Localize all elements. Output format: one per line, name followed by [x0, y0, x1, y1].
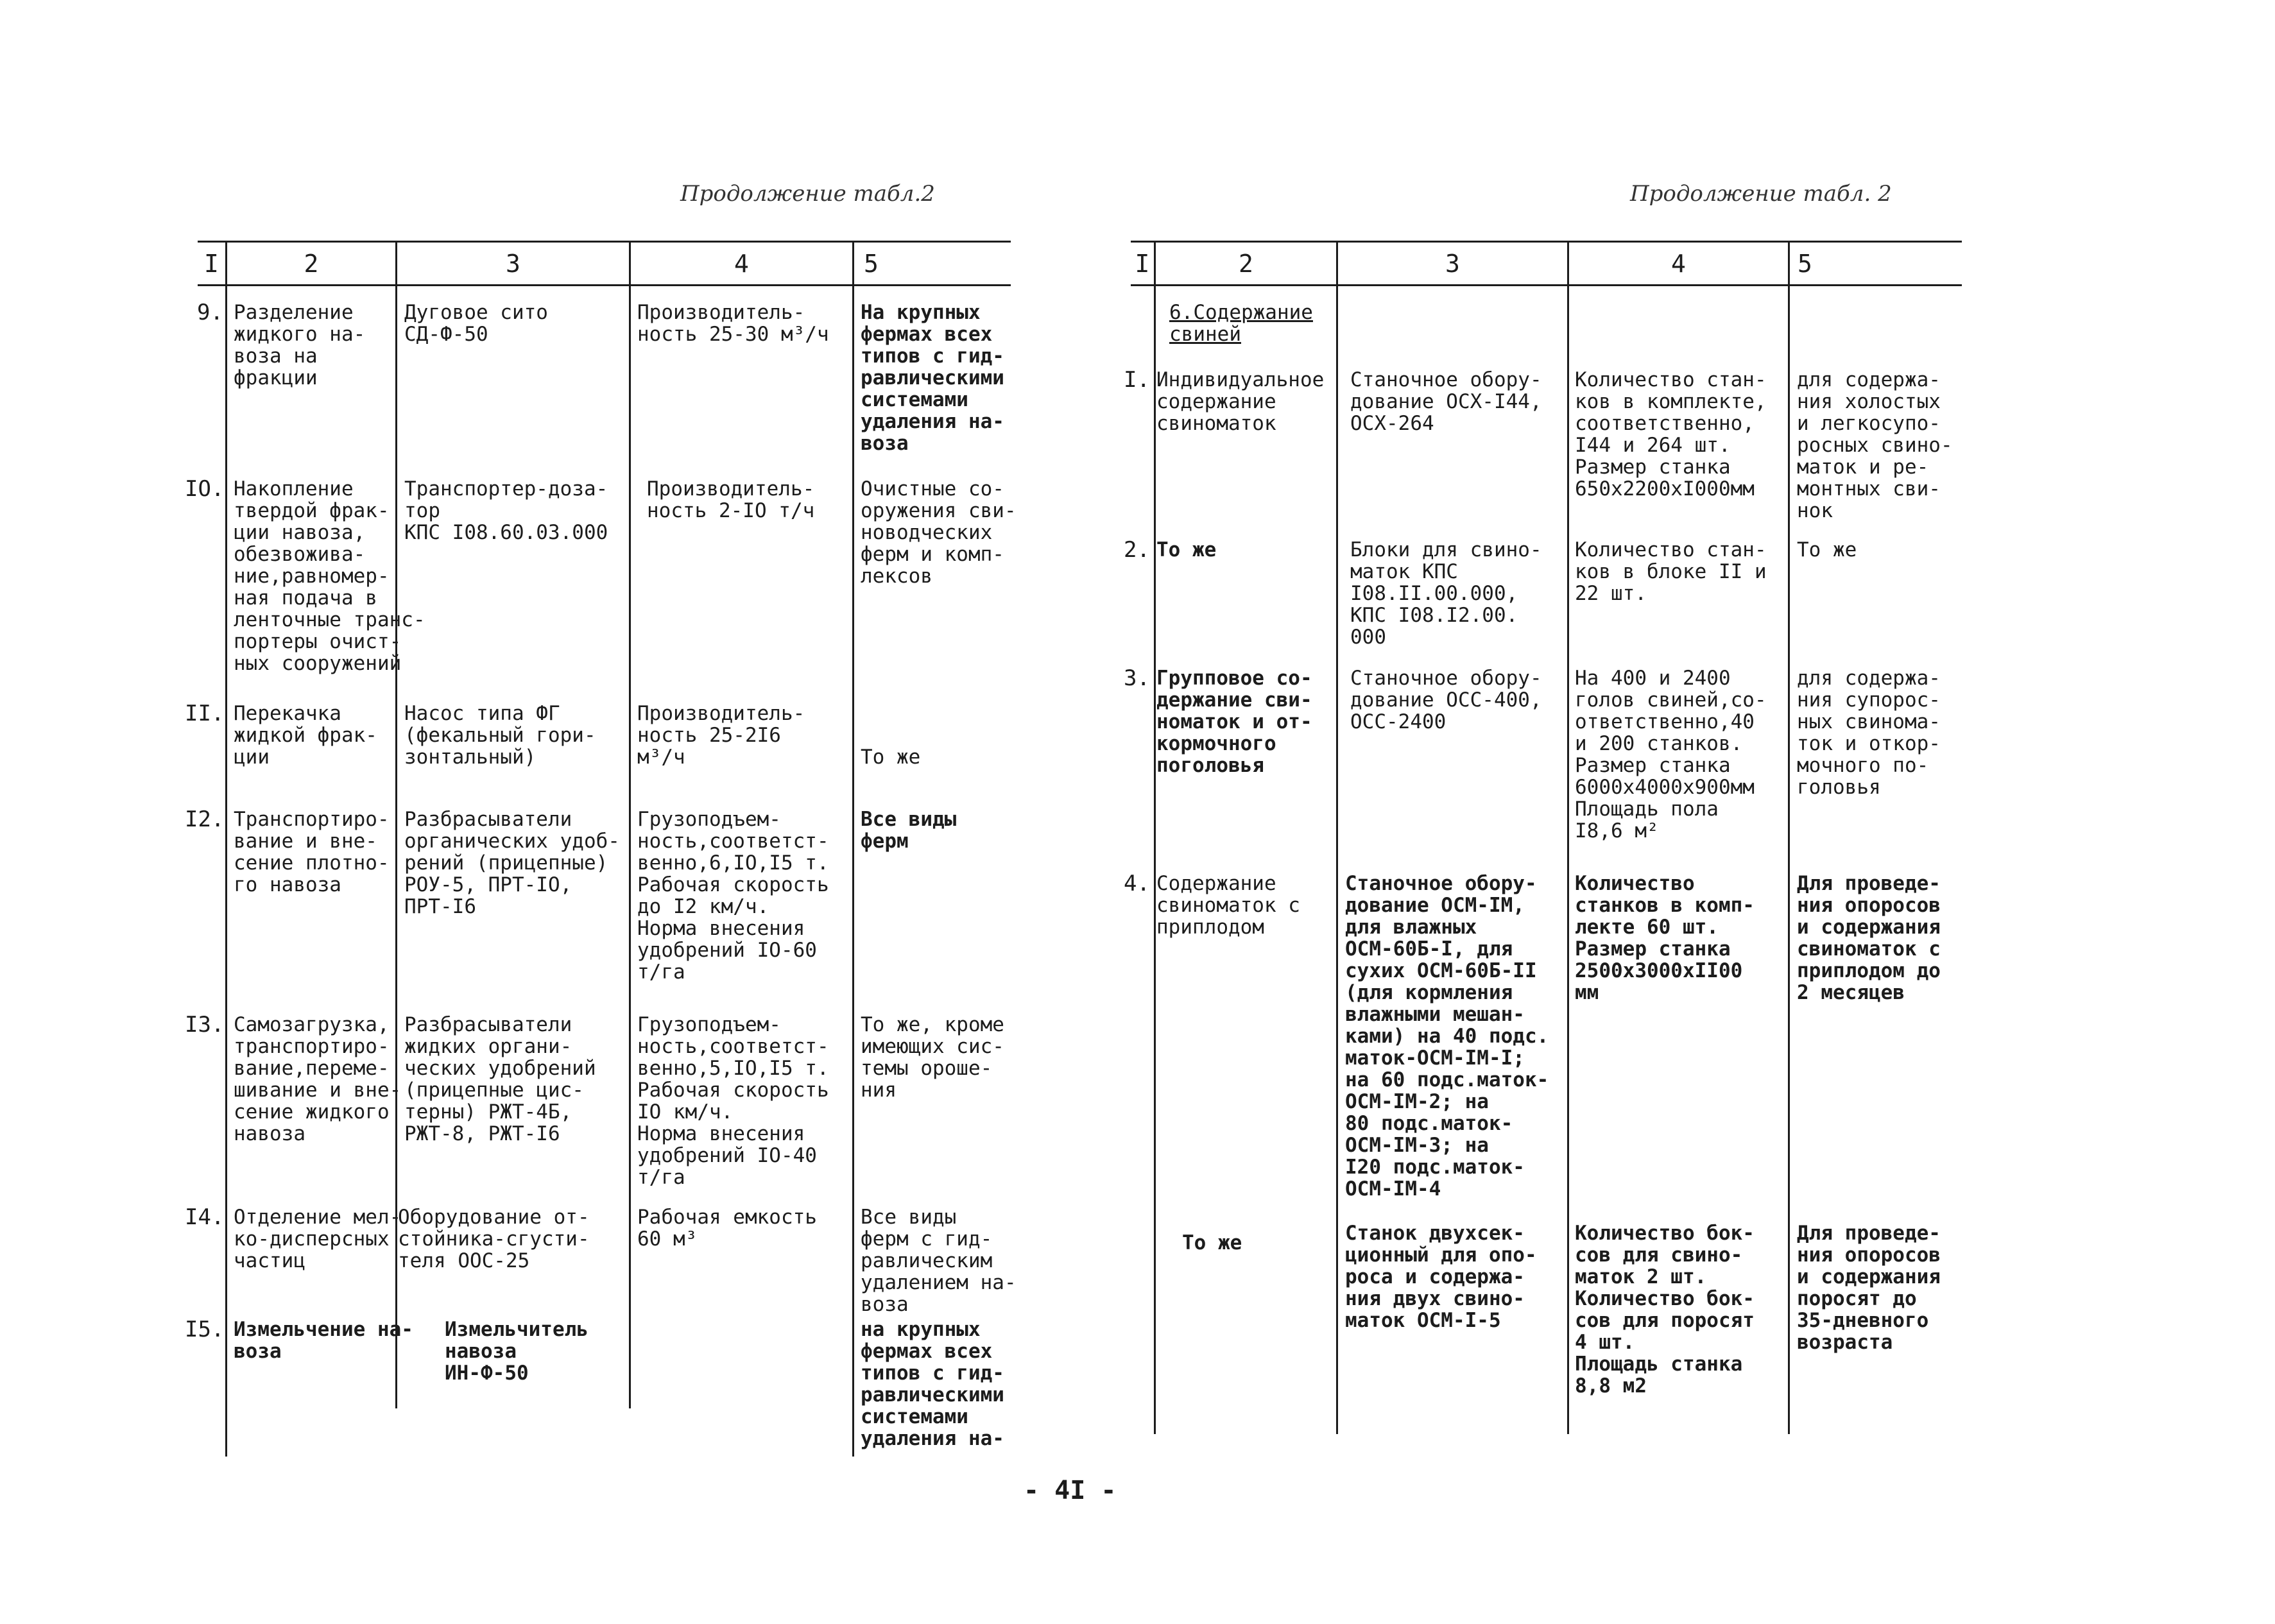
row-number: 4. [1124, 871, 1150, 896]
equipment-cell: Дуговое сито СД-Ф-50 [404, 301, 548, 346]
column-number-header: 4 [734, 250, 749, 278]
equipment-cell: Разбрасыватели жидких органи- ческих удобрений (прицепные цис- терны) РЖТ-4Б, РЖТ-8, РЖТ-I6 [404, 1013, 596, 1145]
application-cell: Все виды ферм [861, 808, 957, 853]
header-bottom-rule [198, 284, 1011, 286]
column-divider [225, 241, 227, 1457]
application-cell: Для проведе- ния опоросов и содержания свиноматок с приплодом до 2 месяцев [1797, 872, 1941, 1004]
row-number: 2. [1124, 537, 1150, 563]
column-number-header: I [1135, 250, 1150, 278]
operation-cell: Измельчение на- воза [234, 1318, 413, 1363]
application-cell: для содержа- ния холостых и легкосупо- росных свино- маток и ре- монтных сви- нок [1797, 368, 1953, 522]
left-continuation-header: Продолжение табл.2 [680, 181, 935, 207]
specification-cell: Производитель- ность 25-30 м³/ч [637, 301, 829, 346]
specification-cell: Грузоподъем- ность,соответст- венно,5,IO,I5 т. Рабочая скорость IO км/ч. Норма внесения удобрений IO-40 т/га [637, 1013, 829, 1189]
equipment-cell: Блоки для свино- маток КПС I08.II.00.000, КПС I08.I2.00. 000 [1350, 538, 1542, 649]
column-divider [1788, 241, 1790, 1434]
row-number: I5. [185, 1317, 225, 1342]
application-cell: То же [1797, 538, 1857, 561]
application-cell: На крупных фермах всех типов с гид- равлическими системами удаления на- воза [861, 301, 1004, 455]
column-number-header: 5 [864, 250, 879, 278]
application-cell: Все виды ферм с гид- равлическим удалением на- воза [861, 1206, 1017, 1316]
row-number: II. [185, 701, 225, 726]
equipment-cell: Станочное обору- дование ОСХ-I44, ОСХ-264 [1350, 368, 1542, 435]
operation-cell: То же [1182, 1231, 1242, 1254]
table-top-rule [1131, 241, 1962, 243]
application-cell: Для проведе- ния опоросов и содержания поросят до 35-дневного возраста [1797, 1222, 1941, 1354]
row-number: I4. [185, 1204, 225, 1230]
equipment-cell: Станок двухсек- ционный для опо- роса и содержа- ния двух свино- маток ОСМ-I-5 [1345, 1222, 1537, 1332]
equipment-cell: Транспортер-доза- тор КПС I08.60.03.000 [404, 477, 608, 544]
column-number-header: I [204, 250, 219, 278]
column-number-header: 5 [1798, 250, 1812, 278]
row-number: 3. [1124, 665, 1150, 691]
column-divider [1567, 241, 1569, 1434]
specification-cell: Количество станков в комп- лекте 60 шт. Размер станка 2500х3000хII00 мм [1575, 872, 1755, 1004]
specification-cell: Количество стан- ков в комплекте, соответственно, I44 и 264 шт. Размер станка 650х2200хI000мм [1575, 368, 1767, 500]
column-divider [852, 241, 854, 1408]
page-number: - 4I - [1024, 1476, 1117, 1505]
operation-cell: Самозагрузка, транспортиро- вание,переме- шивание и вне- сение жидкого навоза [234, 1013, 402, 1145]
column-number-header: 2 [304, 250, 319, 278]
application-cell: на крупных фермах всех типов с гид- равлическими системами удаления на- [861, 1318, 1004, 1450]
specification-cell: Грузоподъем- ность,соответст- венно,6,IO,I5 т. Рабочая скорость до I2 км/ч. Норма внесения удобрений IO-60 т/га [637, 808, 829, 984]
application-cell: для содержа- ния супорос- ных свинома- ток и откор- мочного по- головья [1797, 667, 1941, 799]
right-continuation-header: Продолжение табл. 2 [1630, 181, 1892, 207]
equipment-cell: Станочное обору- дование ОСМ-IМ, для влажных ОСМ-60Б-I, для сухих ОСМ-60Б-II (для кормления влажными мешан- ками) на 40 подс. маток-ОСМ-IМ-I; на 60 подс.маток- ОСМ-IМ-2; на 80 подс.маток- ОСМ-IМ-3; на I20 подс.маток- ОСМ-IМ-4 [1345, 872, 1549, 1201]
equipment-cell: Измельчитель навоза ИН-Ф-50 [445, 1318, 588, 1385]
operation-cell: Транспортиро- вание и вне- сение плотно- го навоза [234, 808, 390, 896]
application-cell: То же [861, 746, 921, 769]
row-number: I. [1124, 367, 1150, 393]
column-divider [1154, 241, 1156, 1434]
equipment-cell: Разбрасыватели органических удоб- рений (прицепные) РОУ-5, ПРТ-IO, ПРТ-I6 [404, 808, 620, 918]
row-number: IO. [185, 476, 225, 502]
right-table [1124, 241, 1962, 1434]
operation-cell: Разделение жидкого на- воза на фракции [234, 301, 366, 389]
specification-cell: Рабочая емкость 60 м³ [637, 1206, 817, 1251]
specification-cell: Производитель- ность 25-2I6 м³/ч [637, 702, 805, 769]
section-title: 6.Содержание свиней [1169, 301, 1313, 346]
row-number: 9. [197, 300, 223, 325]
column-number-header: 2 [1239, 250, 1253, 278]
specification-cell: Количество бок- сов для свино- маток 2 шт. Количество бок- сов для поросят 4 шт. Площадь станка 8,8 м2 [1575, 1222, 1755, 1397]
equipment-cell: Оборудование от- стойника-сгусти- теля ООС-25 [398, 1206, 590, 1272]
operation-cell: Накопление твердой фрак- ции навоза, обезвожива- ние,равномер- ная подача в ленточные транс- портеры очист- ных сооружений [234, 477, 425, 675]
column-divider [852, 1363, 854, 1457]
equipment-cell: Станочное обору- дование ОСС-400, ОСС-2400 [1350, 667, 1542, 733]
column-number-header: 4 [1671, 250, 1686, 278]
operation-cell: Перекачка жидкой фрак- ции [234, 702, 377, 769]
column-divider [629, 241, 631, 1408]
application-cell: То же, кроме имеющих сис- темы ороше- ния [861, 1013, 1004, 1102]
column-divider [1336, 241, 1338, 1434]
specification-cell: На 400 и 2400 голов свиней,со- ответственно,40 и 200 станков. Размер станка 6000х4000х900мм Площадь пола I8,6 м² [1575, 667, 1767, 842]
column-number-header: 3 [1445, 250, 1460, 278]
operation-cell: Содержание свиноматок с приплодом [1156, 872, 1300, 939]
header-bottom-rule [1131, 284, 1962, 286]
column-number-header: 3 [506, 250, 520, 278]
operation-cell: Групповое со- держание сви- номаток и от- кормочного поголовья [1156, 667, 1312, 777]
operation-cell: То же [1156, 538, 1217, 561]
left-table [185, 241, 1017, 1457]
table-top-rule [198, 241, 1011, 243]
specification-cell: Количество стан- ков в блоке II и 22 шт. [1575, 538, 1767, 605]
equipment-cell: Насос типа ФГ (фекальный гори- зонтальный) [404, 702, 596, 769]
specification-cell: Производитель- ность 2-IO т/ч [647, 477, 815, 522]
operation-cell: Индивидуальное содержание свиноматок [1156, 368, 1325, 435]
application-cell: Очистные со- оружения сви- новодческих ферм и комп- лексов [861, 477, 1017, 588]
operation-cell: Отделение мел- ко-дисперсных частиц [234, 1206, 402, 1272]
row-number: I3. [185, 1012, 225, 1038]
row-number: I2. [185, 807, 225, 832]
